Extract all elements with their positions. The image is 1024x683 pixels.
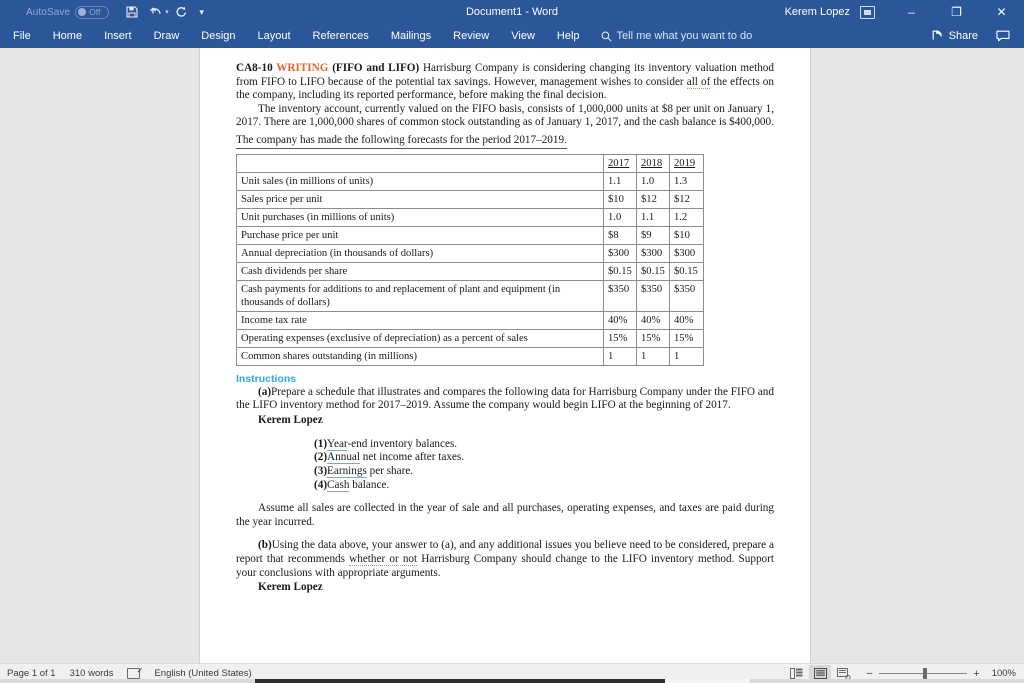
list-item-text: net income after taxes. (359, 451, 465, 464)
tab-layout[interactable]: Layout (257, 30, 291, 42)
row-label: Sales price per unit (237, 190, 604, 208)
title-bar (0, 0, 1024, 24)
row-label: Annual depreciation (in thousands of dollars) (237, 244, 604, 262)
ribbon-display-options-icon[interactable] (860, 6, 875, 19)
list-item-text: balance. (349, 478, 390, 491)
instruction-a-sublist (314, 438, 774, 492)
row-label: Purchase price per unit (237, 226, 604, 244)
row-label: Common shares outstanding (in millions) (237, 347, 604, 365)
row-value-2018: 15% (636, 329, 669, 347)
table-header-2018: 2018 (636, 154, 669, 172)
row-value-2019: 15% (669, 329, 703, 347)
row-label: Income tax rate (237, 311, 604, 329)
row-value-2018: $12 (636, 190, 669, 208)
save-icon[interactable] (121, 2, 143, 22)
row-value-2017: $10 (604, 190, 637, 208)
forecast-table[interactable] (236, 154, 704, 366)
row-value-2018: $350 (636, 280, 669, 311)
zoom-level[interactable]: 100% (991, 668, 1016, 679)
table-header-2019: 2019 (669, 154, 703, 172)
row-value-2017: 1 (604, 347, 637, 365)
share-button[interactable] (926, 29, 984, 44)
page-count[interactable]: Page 1 of 1 (7, 668, 56, 679)
forecast-lead-text: The company has made the following forecasts for the period 2017–2019. (236, 134, 567, 149)
row-label: Unit sales (in millions of units) (237, 172, 604, 190)
undo-icon[interactable] (145, 2, 167, 22)
redo-icon[interactable] (171, 2, 193, 22)
tab-file[interactable]: File (13, 30, 31, 42)
instruction-b-text-2: Harrisburg Company should change to the LIFO inventory method. Support your conclusions with appropriate arguments. (236, 552, 774, 579)
tab-design[interactable]: Design (201, 30, 236, 42)
instructions-heading: Instructions (236, 372, 297, 385)
signature-line-2: Kerem Lopez (258, 581, 323, 594)
table-header-2017: 2017 (604, 154, 637, 172)
list-item-number: (4) (314, 478, 328, 491)
paragraph-intro (236, 62, 774, 103)
grammar-marked-word: Year (327, 437, 348, 450)
language-indicator[interactable]: English (United States) (154, 668, 252, 679)
account-name[interactable]: Kerem Lopez (784, 6, 850, 18)
row-value-2017: 1.0 (604, 208, 637, 226)
row-value-2017: $0.15 (604, 262, 637, 280)
instruction-a-text: Prepare a schedule that illustrates and compares the following data for Harrisburg Company under the FIFO and the LIFO inventory method for 2017–2019. Assume the company would begin LIFO at the beginning of 2017. (236, 385, 774, 412)
document-body[interactable] (200, 48, 810, 594)
row-value-2017: $350 (604, 280, 637, 311)
row-value-2019: $350 (669, 280, 703, 311)
horizontal-scrollbar[interactable] (0, 679, 1024, 683)
zoom-out-button[interactable]: − (866, 667, 873, 680)
row-value-2017: 40% (604, 311, 637, 329)
share-icon (932, 29, 945, 44)
instruction-a-label: (a) (258, 385, 272, 398)
row-value-2019: $300 (669, 244, 703, 262)
tell-me-placeholder: Tell me what you want to do (616, 30, 753, 42)
tab-home[interactable]: Home (52, 30, 83, 42)
paragraph-inventory: The inventory account, currently valued on the FIFO basis, consists of 1,000,000 units at $8 per unit on January 1, 2017. There are 1,000,000 shares of common stock outstanding as of January 1, 2017, and the cash balance is $400,000. (236, 102, 774, 129)
table-row[interactable] (237, 226, 704, 244)
row-label: Operating expenses (exclusive of depreciation) as a percent of sales (237, 329, 604, 347)
grammar-marked-word: Earnings (327, 464, 367, 477)
list-item (314, 465, 774, 479)
row-value-2019: $0.15 (669, 262, 703, 280)
minimize-button[interactable]: – (908, 5, 915, 19)
autosave-label: AutoSave (26, 6, 71, 18)
list-item (314, 479, 774, 493)
tab-insert[interactable]: Insert (104, 30, 132, 42)
row-value-2017: 1.1 (604, 172, 637, 190)
proofing-errors-icon[interactable] (120, 668, 147, 679)
autosave-toggle[interactable] (75, 6, 109, 19)
word-count[interactable]: 310 words (69, 668, 114, 679)
tab-references[interactable]: References (312, 30, 369, 42)
row-value-2017: $8 (604, 226, 637, 244)
row-label: Unit purchases (in millions of units) (237, 208, 604, 226)
list-item-number: (3) (314, 464, 328, 477)
undo-dropdown-caret[interactable]: ▾ (165, 9, 169, 16)
signature-line-1: Kerem Lopez (258, 413, 323, 426)
table-row[interactable] (237, 172, 704, 190)
problem-topic: (FIFO and LIFO) (332, 62, 420, 74)
paragraph-forecast-lead (236, 134, 774, 149)
writing-tag: WRITING (276, 62, 329, 74)
zoom-in-button[interactable]: + (973, 667, 980, 680)
row-value-2019: $12 (669, 190, 703, 208)
ribbon-tab-bar (0, 24, 1024, 48)
autosave-state: Off (89, 7, 101, 17)
row-value-2018: 1.0 (636, 172, 669, 190)
list-item-number: (1) (314, 437, 328, 450)
row-value-2019: 40% (669, 311, 703, 329)
table-head (237, 154, 704, 172)
table-row[interactable] (237, 311, 704, 329)
table-row[interactable] (237, 329, 704, 347)
paragraph-assume: Assume all sales are collected in the year of sale and all purchases, operating expenses, and taxes are paid during the year incurred. (236, 502, 774, 528)
paragraph-intro-rest2: the effects on the company, including its reported performance, before making the final decision. (236, 75, 774, 102)
list-item-number: (2) (314, 451, 328, 464)
instruction-a (236, 386, 774, 413)
row-value-2019: 1 (669, 347, 703, 365)
document-page[interactable] (200, 48, 810, 663)
share-label: Share (948, 30, 978, 42)
document-workspace[interactable] (0, 48, 1024, 663)
row-value-2019: 1.2 (669, 208, 703, 226)
tab-view[interactable]: View (511, 30, 535, 42)
row-value-2018: $9 (636, 226, 669, 244)
title-bar-right-group (785, 0, 1024, 24)
row-value-2019: 1.3 (669, 172, 703, 190)
paragraph-intro-rest: Harrisburg Company is considering changing its inventory valuation method from FIFO to LIFO because of the potential tax savings. However, management wishes to consider (236, 62, 774, 88)
customize-quick-access-icon[interactable]: ▾ (199, 6, 204, 17)
list-item-text: -end inventory balances. (347, 437, 458, 450)
close-button[interactable]: ✕ (996, 5, 1007, 19)
share-group (926, 24, 1024, 48)
spellcheck-phrase-whether-or-not: whether or not (349, 552, 418, 565)
tab-mailings[interactable]: Mailings (390, 30, 432, 42)
autosave-knob (78, 8, 86, 16)
table-row[interactable] (237, 262, 704, 280)
autosave-control[interactable] (26, 6, 109, 19)
table-row[interactable] (237, 244, 704, 262)
zoom-slider-track[interactable] (879, 673, 967, 674)
row-label: Cash dividends per share (237, 262, 604, 280)
row-value-2018: 40% (636, 311, 669, 329)
spellcheck-phrase-all-of: all of (686, 75, 711, 88)
list-item (314, 438, 774, 452)
tab-help[interactable]: Help (556, 30, 580, 42)
grammar-marked-word: Annual (327, 451, 360, 464)
row-label: Cash payments for additions to and replacement of plant and equipment (in thousands of dollars) (237, 280, 604, 311)
table-body (237, 172, 704, 365)
row-value-2018: 1 (636, 347, 669, 365)
instruction-b-label: (b) (258, 539, 272, 552)
document-title: Document1 - Word (465, 6, 559, 18)
horizontal-scrollbar-track-segment[interactable] (665, 679, 750, 683)
search-icon (601, 31, 612, 42)
grammar-marked-word: Cash (327, 478, 350, 491)
table-header-blank (237, 154, 604, 172)
quick-access-toolbar (121, 2, 209, 22)
row-value-2018: $300 (636, 244, 669, 262)
zoom-slider-thumb[interactable] (923, 668, 927, 679)
list-item (314, 451, 774, 465)
row-value-2017: 15% (604, 329, 637, 347)
row-value-2018: 1.1 (636, 208, 669, 226)
tab-draw[interactable]: Draw (153, 30, 180, 42)
problem-code: CA8-10 (236, 62, 273, 74)
restore-button[interactable]: ❐ (951, 5, 962, 19)
tab-review[interactable]: Review (453, 30, 490, 42)
table-header-row (237, 154, 704, 172)
table-row[interactable] (237, 208, 704, 226)
horizontal-scrollbar-thumb[interactable] (255, 679, 665, 683)
instruction-b (236, 539, 774, 580)
comment-icon[interactable] (990, 24, 1016, 48)
row-value-2017: $300 (604, 244, 637, 262)
zoom-control[interactable] (865, 668, 1016, 680)
list-item-text: per share. (366, 464, 414, 477)
row-value-2019: $10 (669, 226, 703, 244)
instruction-b-text-1: Using the data above, your answer to (a), and any additional issues you believe need to be considered, prepare a report that recommends (236, 539, 774, 565)
table-row[interactable] (237, 190, 704, 208)
table-row[interactable] (237, 347, 704, 365)
row-value-2018: $0.15 (636, 262, 669, 280)
table-row[interactable] (237, 280, 704, 311)
tell-me-search[interactable] (601, 30, 753, 42)
